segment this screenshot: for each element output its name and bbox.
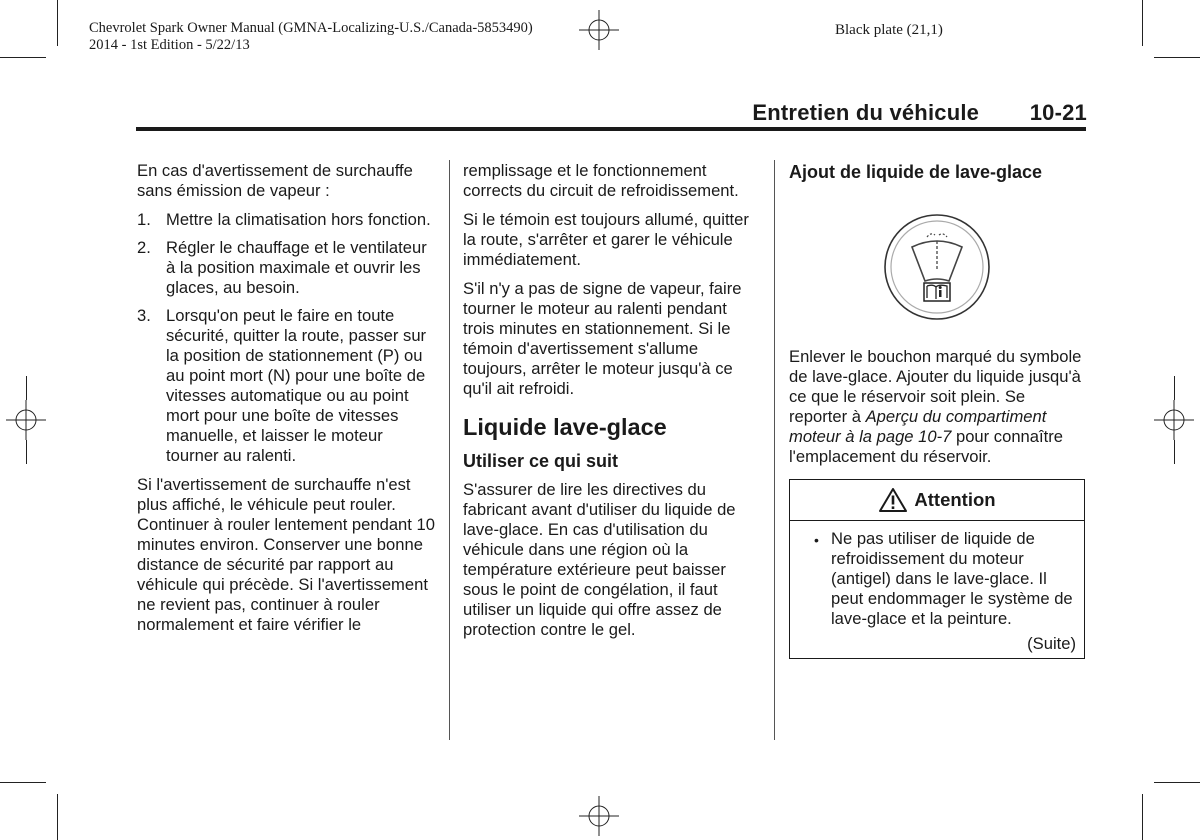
section-name: Entretien du véhicule <box>752 100 980 125</box>
cross-reference-link[interactable]: Aperçu du compartiment moteur à la page 10-7 <box>789 407 1047 446</box>
registration-tick <box>1174 376 1175 400</box>
subsection-heading: Ajout de liquide de lave-glace <box>789 162 1043 182</box>
list-item <box>137 210 437 230</box>
section-heading: Liquide lave-glace <box>463 414 667 440</box>
symbol-container <box>789 213 1085 321</box>
step-text: Régler le chauffage et le ventilateur à la position maximale et ouvrir les glaces, au besoin. <box>166 238 427 297</box>
step-number: 3. <box>137 306 151 325</box>
page-number: 10-21 <box>1029 100 1087 125</box>
caution-box <box>789 479 1085 659</box>
title-rule <box>136 127 1086 131</box>
step-text: Lorsqu'on peut le faire en toute sécurité, quitter la route, passer sur la position de stationnement (P) ou au point mort (N) pour une boîte de vitesses automatique ou au point mort pour une boîte de vitesses manuelle, et laisser le moteur tourner au ralenti. <box>166 306 427 465</box>
crop-mark <box>57 794 58 840</box>
registration-mark-icon <box>1154 400 1194 440</box>
caution-body <box>790 521 1084 658</box>
crop-mark <box>1154 782 1200 783</box>
warning-triangle-icon <box>878 487 908 513</box>
column-divider <box>774 160 775 740</box>
continued-label: (Suite) <box>1027 634 1076 653</box>
body-paragraph: Si l'avertissement de surchauffe n'est plus affiché, le véhicule peut rouler. Continuer à rouler lentement pendant 10 minutes environ. Conserver une bonne distance de sécurité par rapport au véhicule qui précède. Si l'avertissement ne revient pas, continuer à rouler normalement et faire vérifier le <box>137 475 435 634</box>
column-3 <box>789 161 1085 659</box>
caution-header <box>790 480 1084 521</box>
registration-tick <box>1174 440 1175 464</box>
list-item <box>137 306 437 466</box>
crop-mark <box>0 782 46 783</box>
intro-paragraph: En cas d'avertissement de surchauffe sans émission de vapeur : <box>137 161 413 200</box>
bullet: • <box>814 532 819 548</box>
registration-mark-icon <box>579 10 619 50</box>
column-2 <box>463 161 759 649</box>
registration-tick <box>26 376 27 400</box>
step-text: Mettre la climatisation hors fonction. <box>166 210 431 229</box>
plate-label: Black plate (21,1) <box>835 22 943 38</box>
print-header-line2: 2014 - 1st Edition - 5/22/13 <box>89 37 250 53</box>
crop-mark <box>57 0 58 46</box>
list-item <box>137 238 437 298</box>
washer-fluid-symbol-icon <box>883 213 991 321</box>
steps-list <box>137 210 437 466</box>
caution-text: Ne pas utiliser de liquide de refroidissement du moteur (antigel) dans le lave-glace. Il peut endommager le système de lave-glace et la peinture. <box>831 529 1073 628</box>
body-paragraph: Si le témoin est toujours allumé, quitter la route, s'arrêter et garer le véhicule immédiatement. <box>463 210 749 269</box>
crop-mark <box>1142 0 1143 46</box>
registration-mark-icon <box>6 400 46 440</box>
column-1 <box>137 161 437 644</box>
crop-mark <box>1154 57 1200 58</box>
body-paragraph: remplissage et le fonctionnement corrects du circuit de refroidissement. <box>463 161 739 200</box>
registration-tick <box>26 440 27 464</box>
caution-title: Attention <box>914 489 996 510</box>
print-header <box>89 20 533 54</box>
subsection-heading: Utiliser ce qui suit <box>463 451 619 471</box>
print-header-line1: Chevrolet Spark Owner Manual (GMNA-Localizing-U.S./Canada-5853490) <box>89 20 533 36</box>
section-title <box>752 100 1087 126</box>
step-number: 2. <box>137 238 151 257</box>
step-number: 1. <box>137 210 151 229</box>
crop-mark <box>0 57 46 58</box>
column-divider <box>449 160 450 740</box>
body-paragraph: Enlever le bouchon marqué du symbole de lave-glace. Ajouter du liquide jusqu'à ce que le réservoir soit plein. Se reporter à Aperçu du compartiment moteur à la page 10-7 pour connaître l'emplacement du réservoir. <box>789 347 1082 466</box>
body-paragraph: S'il n'y a pas de signe de vapeur, faire tourner le moteur au ralenti pendant trois minutes en stationnement. Si le témoin d'avertissement s'allume toujours, arrêter le moteur jusqu'à ce qu'il ait refroidi. <box>463 279 742 398</box>
crop-mark <box>1142 794 1143 840</box>
body-paragraph: S'assurer de lire les directives du fabricant avant d'utiliser du liquide de lave-glace. En cas d'utilisation du véhicule dans une région où la température extérieure peut baisser sous le point de congélation, il faut utiliser un liquide qui offre assez de protection contre le gel. <box>463 480 736 639</box>
registration-mark-icon <box>579 796 619 836</box>
